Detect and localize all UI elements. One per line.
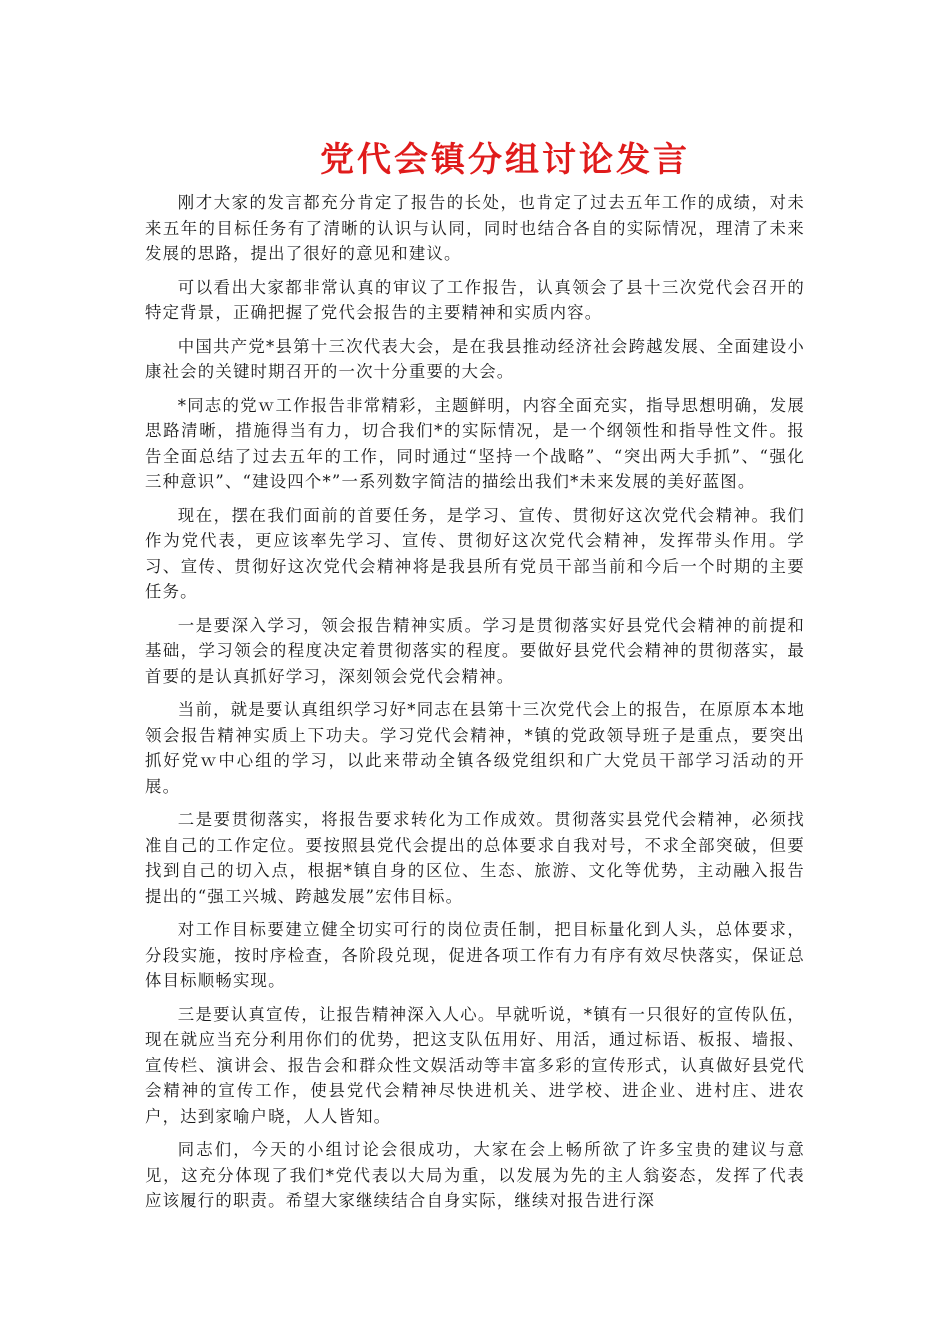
paragraph-11: 同志们，今天的小组讨论会很成功，大家在会上畅所欲了许多宝贵的建议与意见，这充分体现了我们*党代表以大局为重，以发展为先的主人翁姿态，发挥了代表应该履行的职责。希望大家继续结合自身实际，继续对报告进行深 — [145, 1140, 805, 1210]
paragraph-2: 可以看出大家都非常认真的审议了工作报告，认真领会了县十三次党代会召开的特定背景，正确把握了党代会报告的主要精神和实质内容。 — [145, 277, 805, 322]
paragraph-3: 中国共产党*县第十三次代表大会，是在我县推动经济社会跨越发展、全面建设小康社会的关键时期召开的一次十分重要的大会。 — [145, 336, 805, 381]
paragraph-4: *同志的党ｗ工作报告非常精彩，主题鲜明，内容全面充实，指导思想明确，发展思路清晰，措施得当有力，切合我们*的实际情况，是一个纲领性和指导性文件。报告全面总结了过去五年的工作，同时通过“坚持一个战略”、“突出两大手抓”、“强化三种意识”、“建设四个*”一系列数字简洁的描绘出我们*未来发展的美好蓝图。 — [145, 395, 805, 491]
document-title: 党代会镇分组讨论发言 — [320, 140, 690, 180]
paragraph-8: 二是要贯彻落实，将报告要求转化为工作成效。贯彻落实县党代会精神，必须找准自己的工作定位。要按照县党代会提出的总体要求自我对号，不求全部突破，但要找到自己的切入点，根据*镇自身的区位、生态、旅游、文化等优势，主动融入报告提出的“强工兴城、跨越发展”宏伟目标。 — [145, 810, 805, 906]
paragraph-7: 当前，就是要认真组织学习好*同志在县第十三次党代会上的报告，在原原本本地领会报告精神实质上下功夫。学习党代会精神，*镇的党政领导班子是重点，要突出抓好党ｗ中心组的学习，以此来带动全镇各级党组织和广大党员干部学习活动的开展。 — [145, 700, 805, 796]
paragraph-6: 一是要深入学习，领会报告精神实质。学习是贯彻落实好县党代会精神的前提和基础，学习领会的程度决定着贯彻落实的程度。要做好县党代会精神的贯彻落实，最首要的是认真抓好学习，深刻领会党代会精神。 — [145, 615, 805, 686]
document-body — [145, 190, 805, 1222]
paragraph-9: 对工作目标要建立健全切实可行的岗位责任制，把目标量化到人头，总体要求，分段实施，按时序检查，各阶段兑现，促进各项工作有力有序有效尽快落实，保证总体目标顺畅实现。 — [145, 920, 805, 990]
paragraph-1: 刚才大家的发言都充分肯定了报告的长处，也肯定了过去五年工作的成绩，对未来五年的目标任务有了清晰的认识与认同，同时也结合各自的实际情况，理清了未来发展的思路，提出了很好的意见和建议。 — [145, 193, 805, 263]
paragraph-10: 三是要认真宣传，让报告精神深入人心。早就听说，*镇有一只很好的宣传队伍，现在就应当充分利用你们的优势，把这支队伍用好、用活，通过标语、板报、墙报、宣传栏、演讲会、报告会和群众性文娱活动等丰富多彩的宣传形式，认真做好县党代会精神的宣传工作，使县党代会精神尽快进机关、进学校、进企业、进村庄、进农户，达到家喻户晓，人人皆知。 — [145, 1004, 805, 1126]
paragraph-5: 现在，摆在我们面前的首要任务，是学习、宣传、贯彻好这次党代会精神。我们作为党代表，更应该率先学习、宣传、贯彻好这次党代会精神，发挥带头作用。学习、宣传、贯彻好这次党代会精神将是我县所有党员干部当前和今后一个时期的主要任务。 — [145, 505, 805, 601]
